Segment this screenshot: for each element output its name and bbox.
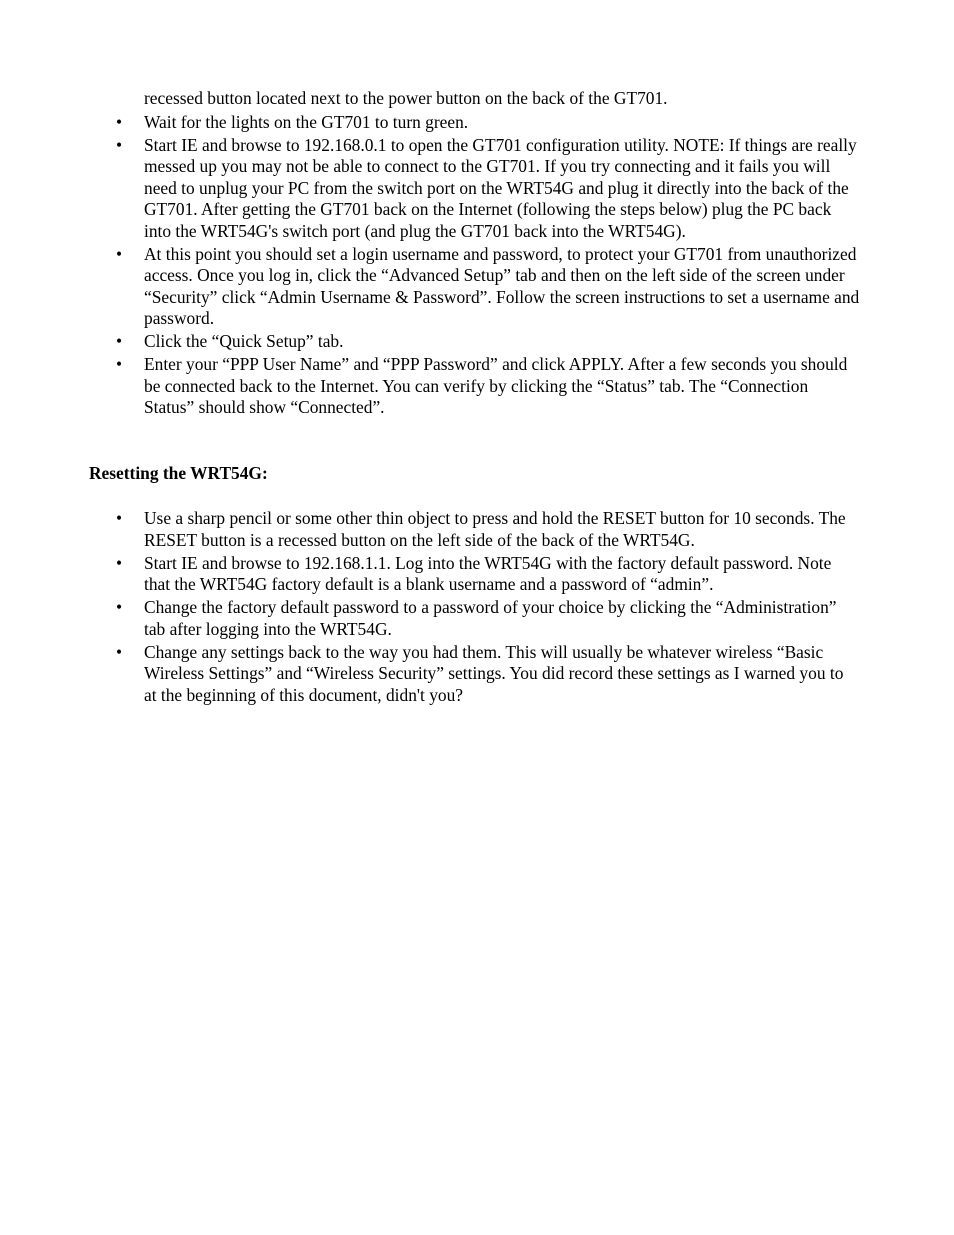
list-item-text: Change any settings back to the way you had them. This will usually be whatever wireless “Basic Wireless Settings” and “Wireless Security” settings. You did record these settings as I warned you to at the beginning of this document, didn't you? bbox=[144, 641, 844, 705]
list-item bbox=[0, 642, 860, 707]
bullet-icon: • bbox=[116, 508, 123, 528]
list-item-text: Start IE and browse to 192.168.0.1 to open the GT701 configuration utility. NOTE: If things are really messed up you may not be able to connect to the GT701. If you try connecting and it fails you will need to unplug your PC from the switch port on the WRT54G and plug it directly into the back of the GT701. After getting the GT701 back on the Internet (following the steps below) plug the PC back into the WRT54G's switch port (and plug the GT701 back into the WRT54G). bbox=[144, 134, 857, 241]
wrt54g-steps-list bbox=[0, 508, 954, 708]
list-item-text: Start IE and browse to 192.168.1.1. Log into the WRT54G with the factory default password. Note that the WRT54G factory default is a blank username and a password of “admin”. bbox=[144, 552, 832, 594]
list-item bbox=[0, 244, 860, 330]
bullet-icon: • bbox=[116, 111, 123, 132]
list-item-continuation bbox=[0, 88, 860, 110]
bullet-icon: • bbox=[116, 331, 123, 351]
list-item-text: At this point you should set a login username and password, to protect your GT701 from unauthorized access. Once you log in, click the “Advanced Setup” tab and then on the left side of the screen under “Security” click “Admin Username & Password”. Follow the screen instructions to set a username and password. bbox=[144, 243, 860, 328]
bullet-icon: • bbox=[116, 243, 123, 264]
list-item bbox=[0, 331, 860, 353]
gt701-steps-list bbox=[0, 88, 954, 420]
list-item bbox=[0, 508, 860, 551]
list-item bbox=[0, 135, 860, 243]
continuation-text: recessed button located next to the power button on the back of the GT701. bbox=[144, 88, 668, 108]
list-item-text: Wait for the lights on the GT701 to turn green. bbox=[144, 111, 469, 132]
list-item bbox=[0, 597, 860, 640]
bullet-icon: • bbox=[116, 354, 123, 374]
bullet-icon: • bbox=[116, 134, 123, 155]
bullet-icon: • bbox=[116, 552, 123, 573]
list-item bbox=[0, 553, 860, 596]
list-item bbox=[0, 112, 860, 134]
section-heading: Resetting the WRT54G: bbox=[89, 463, 268, 483]
bullet-icon: • bbox=[116, 641, 123, 662]
list-item-text: Change the factory default password to a password of your choice by clicking the “Administration” tab after logging into the WRT54G. bbox=[144, 597, 837, 639]
list-item-text: Enter your “PPP User Name” and “PPP Password” and click APPLY. After a few seconds you should be connected back to the Internet. You can verify by clicking the “Status” tab. The “Connection Status” should show “Connected”. bbox=[144, 354, 848, 417]
list-item-text: Use a sharp pencil or some other thin object to press and hold the RESET button for 10 seconds. The RESET button is a recessed button on the left side of the back of the WRT54G. bbox=[144, 508, 846, 550]
list-item-text: Click the “Quick Setup” tab. bbox=[144, 331, 344, 351]
bullet-icon: • bbox=[116, 597, 123, 617]
list-item bbox=[0, 354, 860, 419]
